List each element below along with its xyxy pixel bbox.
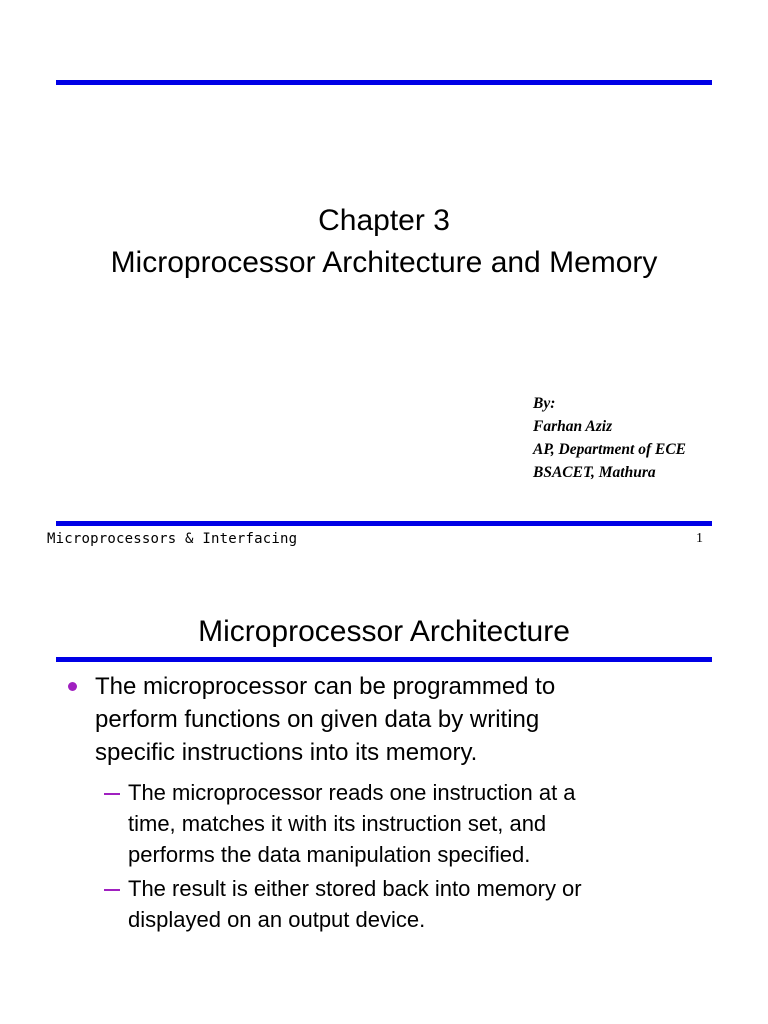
slide-number: 1 — [696, 531, 703, 546]
subbullet-line: time, matches it with its instruction set, and — [128, 811, 547, 836]
bullet-dot-icon — [68, 682, 77, 691]
footer-divider-rule — [56, 521, 712, 526]
chapter-title-line1: Chapter 3 — [318, 204, 450, 237]
author-position: AP, Department of ECE — [533, 441, 687, 458]
bullet-line: perform functions on given data by writing — [95, 706, 540, 733]
chapter-title-line2: Microprocessor Architecture and Memory — [110, 246, 658, 279]
chapter-title — [0, 200, 768, 284]
bullet-text — [95, 670, 655, 769]
subbullet-text — [128, 873, 688, 935]
subbullet-line: The result is either stored back into memory or — [128, 876, 582, 901]
slide2-title-divider-rule — [56, 657, 712, 662]
subbullet-line: The microprocessor reads one instruction at a — [128, 780, 576, 805]
top-divider-rule — [56, 80, 712, 85]
subbullet-line: displayed on an output device. — [128, 907, 426, 932]
dash-icon — [104, 889, 120, 891]
bullet-line: The microprocessor can be programmed to — [95, 673, 556, 700]
slide2-title: Microprocessor Architecture — [198, 615, 570, 648]
footer-course-label: Microprocessors & Interfacing — [47, 531, 298, 547]
bullet-line: specific instructions into its memory. — [95, 739, 478, 766]
author-name: Farhan Aziz — [533, 418, 613, 435]
author-block — [533, 392, 686, 484]
subbullet-line: performs the data manipulation specified. — [128, 842, 531, 867]
dash-icon — [104, 793, 120, 795]
author-institute: BSACET, Mathura — [533, 464, 656, 481]
subbullet-text — [128, 777, 688, 870]
author-by-label: By: — [533, 395, 556, 412]
